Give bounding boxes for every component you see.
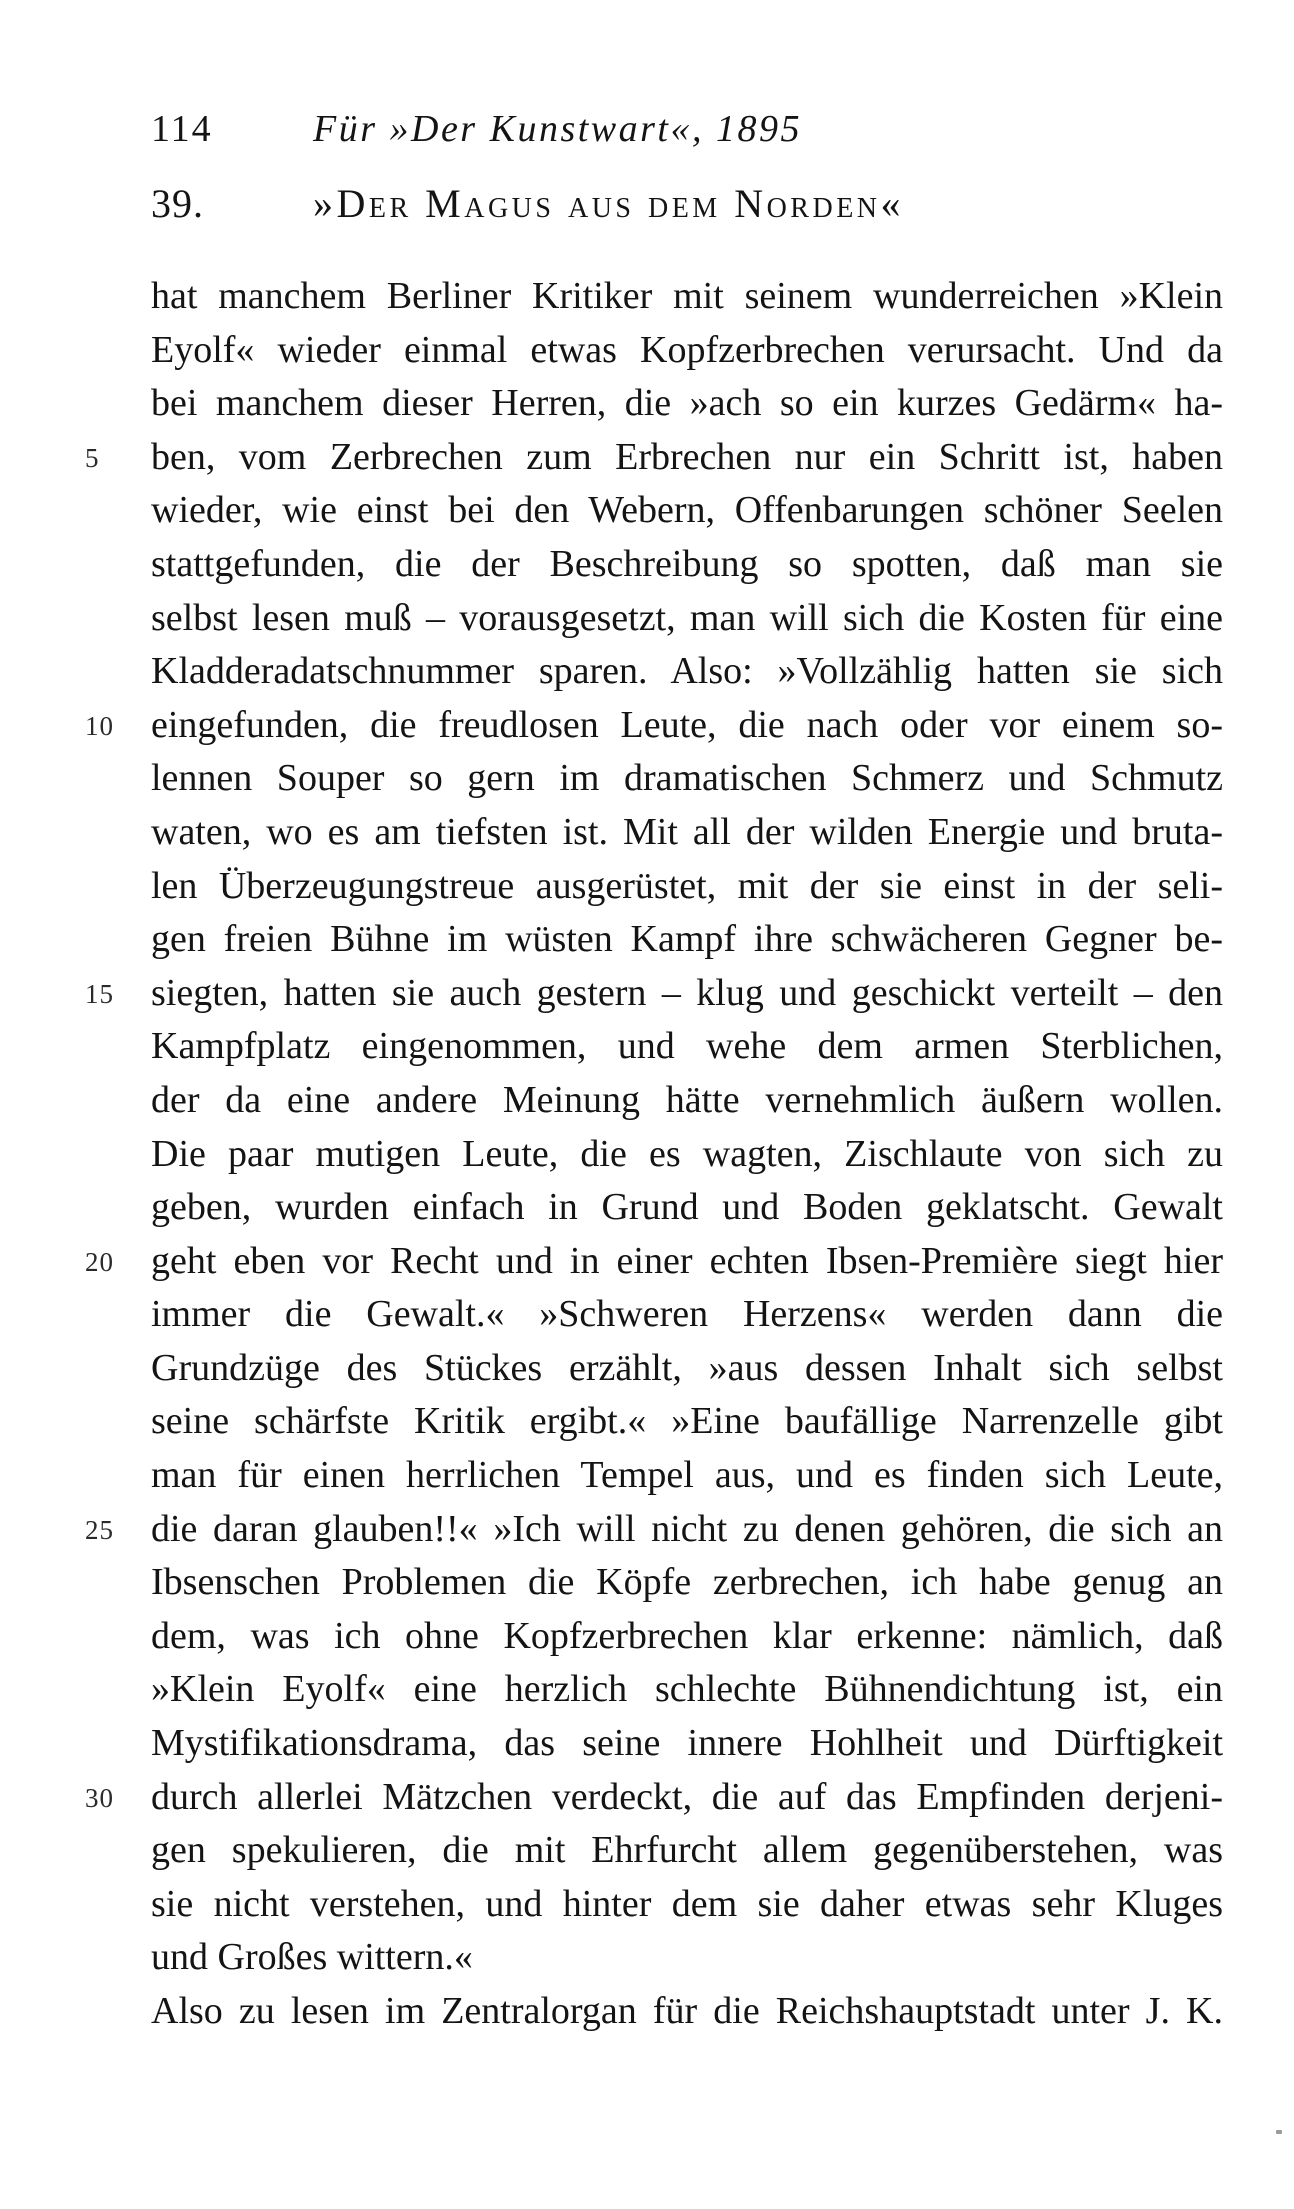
text-line-content: wieder, wie einst bei den Webern, Offenbarungen schöner Seelen <box>151 489 1223 532</box>
margin-line-number: 30 <box>85 1782 114 1813</box>
text-line-content: lennen Souper so gern im dramatischen Schmerz und Schmutz <box>151 757 1223 800</box>
text-line <box>85 431 1223 485</box>
text-line-content: siegten, hatten sie auch gestern – klug und geschickt verteilt – den <box>151 971 1223 1014</box>
text-line <box>151 1663 1223 1717</box>
text-line-content: immer die Gewalt.« »Schweren Herzens« werden dann die <box>151 1293 1223 1336</box>
text-line <box>151 1128 1223 1182</box>
margin-line-number: 20 <box>85 1246 114 1277</box>
running-head: Für »Der Kunstwart«, 1895 <box>313 108 802 150</box>
text-line <box>85 1235 1223 1289</box>
text-line <box>151 1449 1223 1503</box>
text-line <box>151 1717 1223 1771</box>
text-line-content: selbst lesen muß – vorausgesetzt, man will sich die Kosten für eine <box>151 596 1223 639</box>
text-line-content: ben, vom Zerbrechen zum Erbrechen nur ein Schritt ist, haben <box>151 435 1223 478</box>
text-line <box>151 1556 1223 1610</box>
text-line-content: dem, was ich ohne Kopfzerbrechen klar erkenne: nämlich, daß <box>151 1614 1223 1657</box>
text-line <box>151 806 1223 860</box>
text-line <box>151 645 1223 699</box>
text-line <box>151 538 1223 592</box>
text-line <box>151 270 1223 324</box>
text-line-content: bei manchem dieser Herren, die »ach so ein kurzes Gedärm« ha- <box>151 382 1223 425</box>
text-line-content: len Überzeugungstreue ausgerüstet, mit der sie einst in der seli- <box>151 864 1223 907</box>
text-line-content: Kladderadatschnummer sparen. Also: »Vollzählig hatten sie sich <box>151 650 1223 693</box>
text-line-content: Eyolf« wieder einmal etwas Kopfzerbrechen verursacht. Und da <box>151 328 1223 371</box>
text-line-content: waten, wo es am tiefsten ist. Mit all der wilden Energie und bruta- <box>151 810 1223 853</box>
text-line-content: Mystifikationsdrama, das seine innere Hohlheit und Dürftigkeit <box>151 1722 1223 1765</box>
text-line <box>151 484 1223 538</box>
margin-line-number: 25 <box>85 1514 114 1545</box>
text-line-content: geben, wurden einfach in Grund und Boden geklatscht. Gewalt <box>151 1186 1223 1229</box>
text-line <box>151 1985 1223 2039</box>
text-line <box>151 860 1223 914</box>
text-line <box>85 967 1223 1021</box>
text-line-content: der da eine andere Meinung hätte vernehmlich äußern wollen. <box>151 1078 1223 1121</box>
text-line-content: durch allerlei Mätzchen verdeckt, die auf das Empfinden derjeni- <box>151 1775 1223 1818</box>
text-line <box>151 1931 1223 1985</box>
text-line <box>151 1878 1223 1932</box>
text-line <box>151 752 1223 806</box>
page-header <box>151 103 1223 155</box>
text-line <box>151 1181 1223 1235</box>
text-line-content: und Großes wittern.« <box>151 1936 473 1979</box>
margin-line-number: 15 <box>85 978 114 1009</box>
section-heading <box>151 176 1223 232</box>
text-line <box>85 1503 1223 1557</box>
text-line <box>85 1771 1223 1825</box>
text-line <box>151 1074 1223 1128</box>
text-line <box>151 377 1223 431</box>
margin-line-number: 5 <box>85 442 100 473</box>
text-line <box>151 913 1223 967</box>
margin-line-number: 10 <box>85 710 114 741</box>
text-line <box>151 1020 1223 1074</box>
text-line-content: gen freien Bühne im wüsten Kampf ihre schwächeren Gegner be- <box>151 918 1223 961</box>
text-line <box>151 1288 1223 1342</box>
text-line-content: seine schärfste Kritik ergibt.« »Eine baufällige Narrenzelle gibt <box>151 1400 1223 1443</box>
text-line <box>151 1610 1223 1664</box>
text-line-content: Also zu lesen im Zentralorgan für die Reichshauptstadt unter J. K. <box>151 1990 1223 2032</box>
text-line <box>85 699 1223 753</box>
text-line-content: gen spekulieren, die mit Ehrfurcht allem gegenüberstehen, was <box>151 1829 1223 1872</box>
text-line <box>151 1395 1223 1449</box>
section-title: »Der Magus aus dem Norden« <box>313 181 905 226</box>
text-line-content: hat manchem Berliner Kritiker mit seinem wunderreichen »Klein <box>151 275 1223 317</box>
scan-speck <box>1276 2130 1282 2134</box>
text-line <box>151 592 1223 646</box>
text-line-content: man für einen herrlichen Tempel aus, und es finden sich Leute, <box>151 1454 1223 1497</box>
text-line-content: »Klein Eyolf« eine herzlich schlechte Bühnendichtung ist, ein <box>151 1668 1223 1711</box>
text-line-content: die daran glauben!!« »Ich will nicht zu denen gehören, die sich an <box>151 1507 1223 1550</box>
section-number: 39. <box>151 181 204 226</box>
text-line-content: geht eben vor Recht und in einer echten Ibsen-Première siegt hier <box>151 1239 1223 1282</box>
page-number: 114 <box>151 108 213 150</box>
text-line-content: sie nicht verstehen, und hinter dem sie daher etwas sehr Kluges <box>151 1882 1223 1925</box>
body-text <box>85 270 1223 2039</box>
text-line <box>151 324 1223 378</box>
text-line-content: Grundzüge des Stückes erzählt, »aus dessen Inhalt sich selbst <box>151 1346 1223 1389</box>
text-line <box>151 1824 1223 1878</box>
text-line-content: stattgefunden, die der Beschreibung so spotten, daß man sie <box>151 542 1223 585</box>
text-line-content: Kampfplatz eingenommen, und wehe dem armen Sterblichen, <box>151 1025 1223 1068</box>
text-line-content: Die paar mutigen Leute, die es wagten, Zischlaute von sich zu <box>151 1132 1223 1175</box>
text-line-content: Ibsenschen Problemen die Köpfe zerbrechen, ich habe genug an <box>151 1561 1223 1604</box>
text-line-content: eingefunden, die freudlosen Leute, die nach oder vor einem so- <box>151 703 1223 746</box>
text-line <box>151 1342 1223 1396</box>
